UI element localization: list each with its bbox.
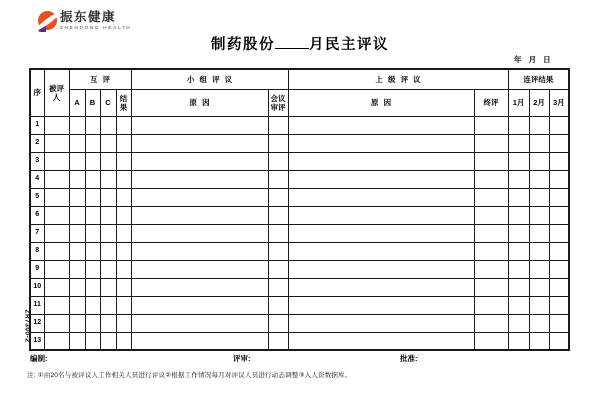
row-number: 10 (30, 278, 44, 296)
empty-cell (268, 278, 288, 296)
empty-cell (44, 224, 69, 242)
empty-cell (529, 134, 549, 152)
empty-cell (508, 260, 529, 278)
empty-cell (474, 152, 508, 170)
empty-cell (69, 170, 85, 188)
table-row (30, 278, 569, 296)
empty-cell (268, 314, 288, 332)
empty-cell (508, 170, 529, 188)
empty-cell (44, 170, 69, 188)
header-reason-group: 原 因 (131, 89, 268, 116)
empty-cell (268, 224, 288, 242)
empty-cell (529, 278, 549, 296)
prepared-by-label: 编制: (30, 354, 48, 363)
empty-cell (508, 134, 529, 152)
row-number: 5 (30, 188, 44, 206)
row-number: 1 (30, 116, 44, 134)
empty-cell (131, 188, 268, 206)
empty-cell (44, 152, 69, 170)
header-col-a: A (69, 89, 85, 116)
empty-cell (131, 134, 268, 152)
empty-cell (131, 170, 268, 188)
empty-cell (131, 224, 268, 242)
empty-cell (474, 170, 508, 188)
empty-cell (131, 296, 268, 314)
empty-cell (116, 116, 131, 134)
company-name-en: ZHENDONG HEALTH (60, 26, 132, 32)
header-month3: 3月 (549, 89, 569, 116)
empty-cell (44, 314, 69, 332)
empty-cell (100, 188, 116, 206)
empty-cell (268, 260, 288, 278)
empty-cell (69, 116, 85, 134)
empty-cell (100, 170, 116, 188)
empty-cell (549, 260, 569, 278)
empty-cell (85, 116, 100, 134)
header-reason-superior: 原 因 (288, 89, 474, 116)
empty-cell (69, 206, 85, 224)
empty-cell (69, 188, 85, 206)
table-row (30, 314, 569, 332)
empty-cell (549, 242, 569, 260)
empty-cell (100, 260, 116, 278)
empty-cell (100, 134, 116, 152)
empty-cell (85, 296, 100, 314)
empty-cell (549, 116, 569, 134)
empty-cell (268, 134, 288, 152)
row-number: 12 (30, 314, 44, 332)
empty-cell (288, 188, 474, 206)
title-prefix: 制药股份 (211, 37, 275, 53)
table-row (30, 188, 569, 206)
empty-cell (116, 260, 131, 278)
empty-cell (288, 314, 474, 332)
empty-cell (44, 260, 69, 278)
empty-cell (529, 116, 549, 134)
date-line: 年 月 日 (514, 55, 551, 64)
empty-cell (549, 332, 569, 350)
empty-cell (508, 278, 529, 296)
header-seq: 序 (30, 69, 44, 116)
empty-cell (85, 224, 100, 242)
empty-cell (69, 242, 85, 260)
empty-cell (116, 170, 131, 188)
table-row (30, 134, 569, 152)
empty-cell (474, 116, 508, 134)
table-row (30, 116, 569, 134)
empty-cell (85, 242, 100, 260)
empty-cell (69, 332, 85, 350)
empty-cell (474, 314, 508, 332)
row-number: 2 (30, 134, 44, 152)
empty-cell (116, 332, 131, 350)
empty-cell (268, 152, 288, 170)
table-row (30, 170, 569, 188)
empty-cell (529, 188, 549, 206)
empty-cell (131, 332, 268, 350)
header-col-b: B (85, 89, 100, 116)
empty-cell (44, 206, 69, 224)
empty-cell (508, 116, 529, 134)
empty-cell (44, 116, 69, 134)
empty-cell (85, 170, 100, 188)
empty-cell (100, 278, 116, 296)
empty-cell (116, 278, 131, 296)
company-logo (37, 11, 131, 32)
empty-cell (549, 296, 569, 314)
empty-cell (288, 116, 474, 134)
empty-cell (508, 332, 529, 350)
empty-cell (529, 224, 549, 242)
empty-cell (44, 134, 69, 152)
empty-cell (116, 206, 131, 224)
empty-cell (549, 314, 569, 332)
header-superior-appraisal: 上 级 评 议 (288, 69, 508, 89)
empty-cell (44, 296, 69, 314)
empty-cell (474, 224, 508, 242)
row-number: 13 (30, 332, 44, 350)
empty-cell (474, 296, 508, 314)
empty-cell (44, 242, 69, 260)
title-suffix: 月民主评议 (309, 37, 389, 53)
empty-cell (44, 188, 69, 206)
empty-cell (268, 296, 288, 314)
header-group-appraisal: 小 组 评 议 (131, 69, 288, 89)
table-row (30, 296, 569, 314)
empty-cell (116, 134, 131, 152)
empty-cell (100, 206, 116, 224)
empty-cell (508, 206, 529, 224)
empty-cell (116, 296, 131, 314)
empty-cell (131, 278, 268, 296)
empty-cell (268, 116, 288, 134)
company-name: 振东健康 (60, 10, 117, 24)
empty-cell (549, 206, 569, 224)
empty-cell (508, 188, 529, 206)
empty-cell (100, 314, 116, 332)
empty-cell (288, 152, 474, 170)
row-number: 8 (30, 242, 44, 260)
empty-cell (529, 242, 549, 260)
empty-cell (549, 134, 569, 152)
header-result: 结果 (116, 89, 131, 116)
empty-cell (100, 296, 116, 314)
empty-cell (131, 314, 268, 332)
table-body (30, 116, 569, 350)
empty-cell (116, 314, 131, 332)
empty-cell (474, 206, 508, 224)
empty-cell (85, 188, 100, 206)
empty-cell (69, 314, 85, 332)
empty-cell (69, 152, 85, 170)
page-title (0, 33, 600, 54)
header-streak-result: 连评结果 (508, 69, 569, 89)
empty-cell (85, 314, 100, 332)
empty-cell (268, 170, 288, 188)
empty-cell (116, 152, 131, 170)
empty-cell (549, 278, 569, 296)
empty-cell (288, 242, 474, 260)
empty-cell (268, 242, 288, 260)
empty-cell (549, 152, 569, 170)
empty-cell (131, 260, 268, 278)
table-row (30, 332, 569, 350)
empty-cell (131, 152, 268, 170)
empty-cell (85, 332, 100, 350)
row-number: 3 (30, 152, 44, 170)
empty-cell (529, 206, 549, 224)
empty-cell (69, 224, 85, 242)
header-appraisee: 被评人 (44, 69, 69, 116)
empty-cell (549, 188, 569, 206)
empty-cell (529, 296, 549, 314)
table-row (30, 206, 569, 224)
empty-cell (100, 116, 116, 134)
empty-cell (474, 134, 508, 152)
empty-cell (116, 242, 131, 260)
header-meeting-review: 会议审评 (268, 89, 288, 116)
empty-cell (288, 206, 474, 224)
empty-cell (474, 260, 508, 278)
row-number: 4 (30, 170, 44, 188)
empty-cell (85, 134, 100, 152)
header-month1: 1月 (508, 89, 529, 116)
header-mutual-eval: 互 评 (69, 69, 131, 89)
footnote: 注: ①由20名与被评议人工作相关人员进行评议②根据工作情况每月对评议人员进行动态调整③入人资数据库。 (27, 372, 352, 379)
empty-cell (288, 278, 474, 296)
empty-cell (131, 206, 268, 224)
empty-cell (268, 188, 288, 206)
empty-cell (69, 296, 85, 314)
empty-cell (85, 278, 100, 296)
header-col-c: C (100, 89, 116, 116)
empty-cell (100, 152, 116, 170)
empty-cell (288, 170, 474, 188)
zhendong-logo-icon (37, 11, 57, 32)
empty-cell (44, 332, 69, 350)
empty-cell (268, 206, 288, 224)
empty-cell (131, 242, 268, 260)
empty-cell (100, 224, 116, 242)
appraisal-table (29, 68, 570, 351)
empty-cell (100, 332, 116, 350)
empty-cell (529, 152, 549, 170)
empty-cell (529, 332, 549, 350)
approved-by-label: 批准: (400, 354, 418, 363)
empty-cell (116, 224, 131, 242)
empty-cell (69, 134, 85, 152)
table-row (30, 224, 569, 242)
empty-cell (85, 152, 100, 170)
empty-cell (529, 170, 549, 188)
form-code: ZR7300-2 (23, 309, 31, 343)
title-blank-line (275, 36, 309, 49)
empty-cell (288, 296, 474, 314)
empty-cell (549, 170, 569, 188)
empty-cell (474, 278, 508, 296)
empty-cell (508, 242, 529, 260)
empty-cell (508, 152, 529, 170)
empty-cell (44, 278, 69, 296)
empty-cell (268, 332, 288, 350)
table-row (30, 242, 569, 260)
empty-cell (474, 188, 508, 206)
row-number: 11 (30, 296, 44, 314)
empty-cell (508, 296, 529, 314)
empty-cell (529, 260, 549, 278)
empty-cell (131, 116, 268, 134)
empty-cell (288, 260, 474, 278)
empty-cell (85, 206, 100, 224)
row-number: 9 (30, 260, 44, 278)
table-row (30, 260, 569, 278)
empty-cell (288, 224, 474, 242)
row-number: 6 (30, 206, 44, 224)
empty-cell (474, 242, 508, 260)
empty-cell (85, 260, 100, 278)
empty-cell (508, 314, 529, 332)
empty-cell (288, 332, 474, 350)
empty-cell (69, 278, 85, 296)
header-month2: 2月 (529, 89, 549, 116)
empty-cell (100, 242, 116, 260)
empty-cell (474, 332, 508, 350)
empty-cell (69, 260, 85, 278)
empty-cell (549, 224, 569, 242)
empty-cell (529, 314, 549, 332)
reviewed-by-label: 评审: (233, 354, 251, 363)
table-row (30, 152, 569, 170)
empty-cell (288, 134, 474, 152)
empty-cell (116, 188, 131, 206)
row-number: 7 (30, 224, 44, 242)
empty-cell (508, 224, 529, 242)
header-final-eval: 终评 (474, 89, 508, 116)
